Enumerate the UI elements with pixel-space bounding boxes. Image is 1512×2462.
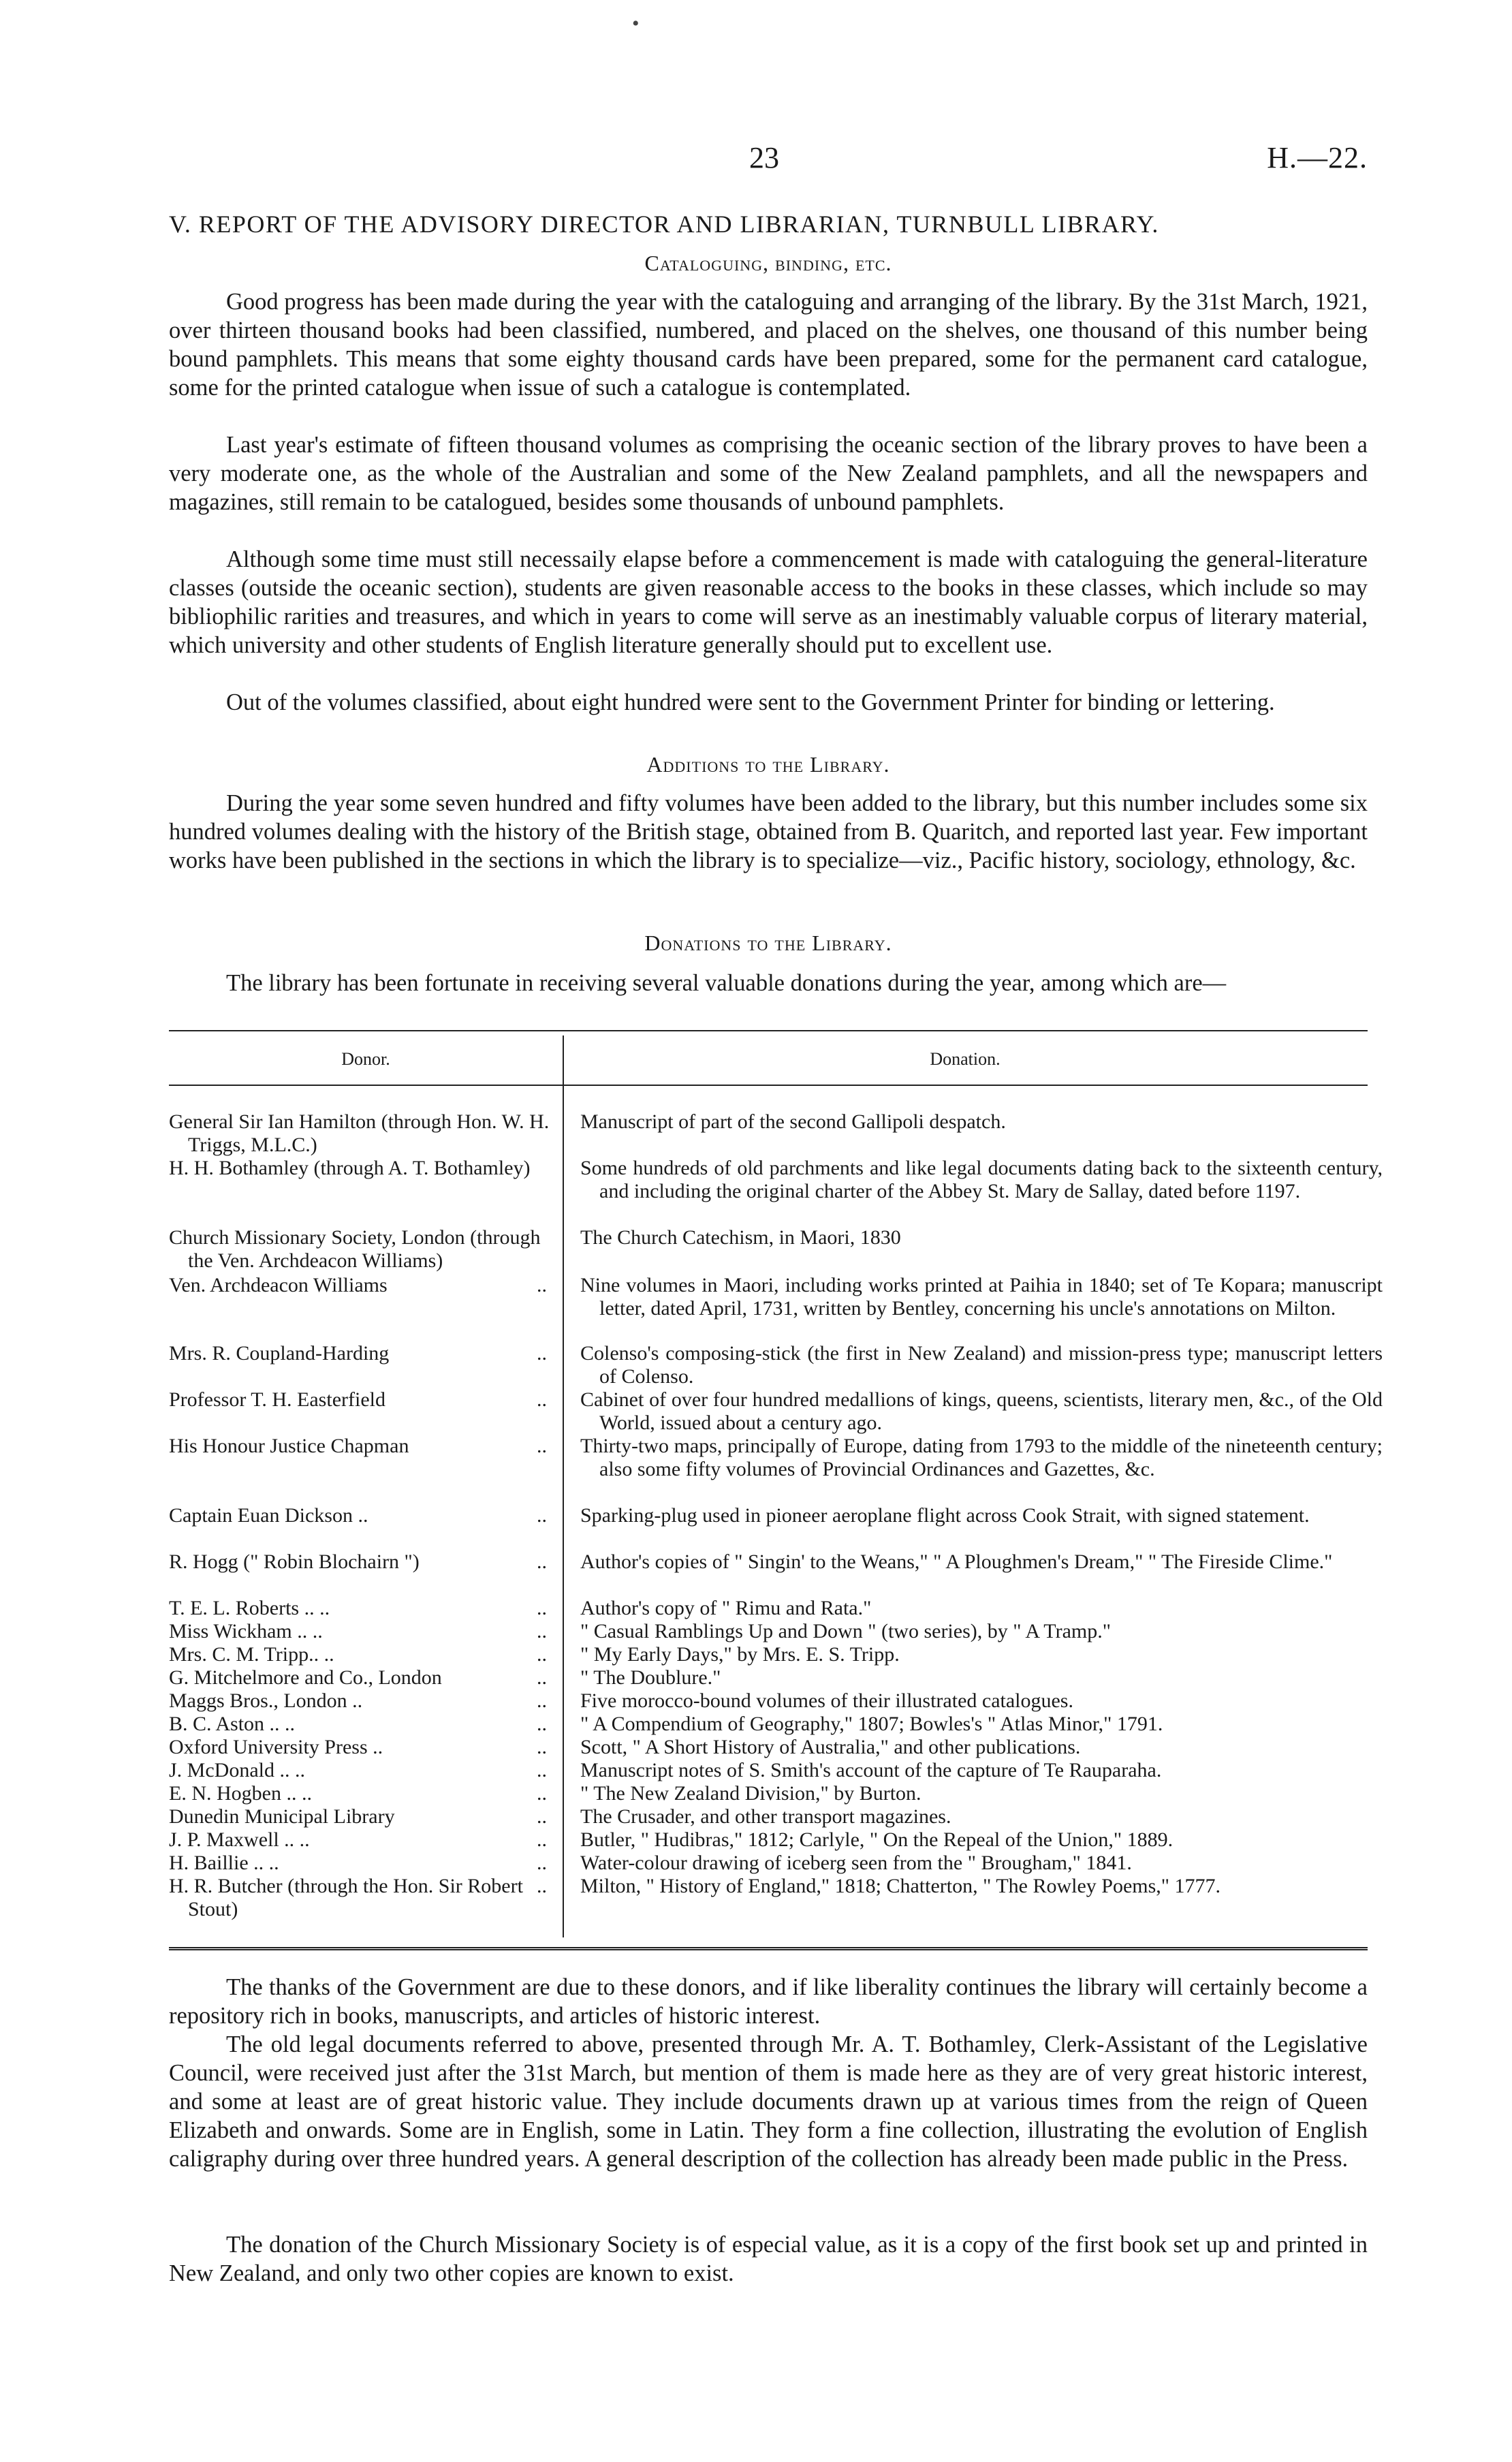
donor-cell: Professor T. H. Easterfield — [169, 1388, 385, 1411]
leader-dots: .. — [537, 1597, 547, 1619]
leader-dots: .. — [537, 1828, 547, 1851]
leader-dots: .. — [537, 1504, 547, 1527]
donation-cell: Cabinet of over four hundred medallions of kings, queens, scientists, literary men, &c., of the Old World, issued about a century ago. — [580, 1388, 1383, 1434]
document-reference: H.—22. — [1267, 141, 1368, 174]
leader-dots: .. — [537, 1435, 547, 1457]
paragraph-legal-documents: The old legal documents referred to above, presented through Mr. A. T. Bothamley, Clerk-Assistant of the Legislative Council, were received just after the 31st March, but mention of them is made here as they are of very great historic interest, and some at least are of great historic value. They include documents drawn up at various times from the reign of Queen Elizabeth and onwards. Some are in English, some in Latin. They form a fine collection, illustrating the evolution of English caligraphy during over three hundred years. A general description of the collection has already been made public in the Press. — [169, 2031, 1368, 2172]
donation-cell: Water-colour drawing of iceberg seen from the " Brougham," 1841. — [580, 1852, 1132, 1874]
donor-cell: B. C. Aston .. .. — [169, 1713, 296, 1735]
donation-cell: Five morocco-bound volumes of their illustrated catalogues. — [580, 1689, 1073, 1712]
donor-cell: J. P. Maxwell .. .. — [169, 1828, 310, 1851]
donor-cell: R. Hogg (" Robin Blochairn ") — [169, 1551, 420, 1573]
section-heading-cataloguing: Cataloguing, binding, etc. — [644, 251, 892, 275]
donation-cell: The Church Catechism, in Maori, 1830 — [580, 1226, 901, 1249]
donation-cell: " Casual Ramblings Up and Down " (two series), by " A Tramp." — [580, 1620, 1111, 1642]
page-number: 23 — [749, 141, 779, 174]
donor-cell: T. E. L. Roberts .. .. — [169, 1597, 330, 1619]
leader-dots: .. — [537, 1782, 547, 1805]
table-header-donor: Donor. — [341, 1049, 390, 1069]
donation-cell: Scott, " A Short History of Australia," and other publications. — [580, 1736, 1081, 1758]
leader-dots: .. — [537, 1551, 547, 1573]
section-heading-additions: Additions to the Library. — [646, 752, 890, 777]
donation-cell: Sparking-plug used in pioneer aeroplane flight across Cook Strait, with signed statement. — [580, 1504, 1310, 1527]
section-heading-donations: Donations to the Library. — [644, 931, 892, 955]
donation-cell: Author's copies of " Singin' to the Weans," " A Ploughmen's Dream," " The Fireside Clime." — [580, 1551, 1333, 1573]
donor-cell: Oxford University Press .. — [169, 1736, 383, 1758]
donation-cell: Butler, " Hudibras," 1812; Carlyle, " On the Repeal of the Union," 1889. — [580, 1828, 1174, 1851]
report-title: V. REPORT OF THE ADVISORY DIRECTOR AND LIBRARIAN, TURNBULL LIBRARY. — [169, 211, 1159, 238]
donor-cell: Miss Wickham .. .. — [169, 1620, 323, 1642]
leader-dots: .. — [537, 1620, 547, 1642]
donation-cell: " My Early Days," by Mrs. E. S. Tripp. — [580, 1643, 900, 1666]
leader-dots: .. — [537, 1689, 547, 1712]
print-speck: • — [632, 12, 640, 35]
donation-cell: Nine volumes in Maori, including works printed at Paihia in 1840; set of Te Kopara; manuscript letter, dated April, 1731, written by Bentley, concerning his uncle's annotations on Milton. — [580, 1274, 1383, 1320]
table-header-rule — [169, 1085, 1368, 1086]
donor-cell: General Sir Ian Hamilton (through Hon. W. H. Triggs, M.L.C.) — [169, 1110, 550, 1156]
donation-cell: Author's copy of " Rimu and Rata." — [580, 1597, 872, 1619]
donor-cell: H. R. Butcher (through the Hon. Sir Robert Stout) — [169, 1875, 523, 1920]
leader-dots: .. — [537, 1643, 547, 1666]
leader-dots: .. — [537, 1852, 547, 1874]
paragraph-oceanic-estimate: Last year's estimate of fifteen thousand volumes as comprising the oceanic section of the library proves to have been a very moderate one, as the whole of the Australian and some of the New Zealand pamphlets, and all the newspapers and magazines, still remain to be catalogued, besides some thousands of unbound pamphlets. — [169, 432, 1368, 515]
donation-cell: Colenso's composing-stick (the first in New Zealand) and mission-press type; manuscript letters of Colenso. — [580, 1342, 1383, 1388]
table-header-donation: Donation. — [930, 1049, 1001, 1069]
leader-dots: .. — [537, 1805, 547, 1828]
donor-cell: G. Mitchelmore and Co., London — [169, 1666, 442, 1689]
leader-dots: .. — [537, 1274, 547, 1296]
donation-cell: Thirty-two maps, principally of Europe, dating from 1793 to the middle of the nineteenth century; also some fifty volumes of Provincial Ordinances and Gazettes, &c. — [580, 1435, 1383, 1480]
donor-cell: E. N. Hogben .. .. — [169, 1782, 312, 1805]
donation-cell: " A Compendium of Geography," 1807; Bowles's " Atlas Minor," 1791. — [580, 1713, 1163, 1735]
donor-cell: Captain Euan Dickson .. — [169, 1504, 368, 1527]
table-bottom-rule — [169, 1947, 1368, 1950]
donation-cell: Milton, " History of England," 1818; Chatterton, " The Rowley Poems," 1777. — [580, 1875, 1221, 1897]
leader-dots: .. — [537, 1713, 547, 1735]
donor-cell: H. Baillie .. .. — [169, 1852, 279, 1874]
donation-cell: Manuscript of part of the second Gallipoli despatch. — [580, 1110, 1006, 1133]
paragraph-thanks: The thanks of the Government are due to these donors, and if like liberality continues the library will certainly become a repository rich in books, manuscripts, and articles of historic interest. — [169, 1974, 1368, 2029]
donation-cell: " The New Zealand Division," by Burton. — [580, 1782, 922, 1805]
paragraph-church-missionary: The donation of the Church Missionary Society is of especial value, as it is a copy of the first book set up and printed in New Zealand, and only two other copies are known to exist. — [169, 2232, 1368, 2286]
donor-cell: Maggs Bros., London .. — [169, 1689, 363, 1712]
paragraph-additions: During the year some seven hundred and fifty volumes have been added to the library, but this number includes some six hundred volumes dealing with the history of the British stage, obtained from B. Quaritch, and reported last year. Few important works have been published in the sections in which the library is to specialize—viz., Pacific history, sociology, ethnology, &c. — [169, 790, 1368, 873]
leader-dots: .. — [537, 1666, 547, 1689]
donor-cell: Mrs. C. M. Tripp.. .. — [169, 1643, 334, 1666]
donor-cell: His Honour Justice Chapman — [169, 1435, 409, 1457]
paragraph-general-literature: Although some time must still necessaily elapse before a commencement is made with cataloguing the general-literature classes (outside the oceanic section), students are given reasonable access to the books in these classes, which include so may bibliophilic rarities and treasures, and which in years to come will serve as an inestimably valuable corpus of literary material, which university and other students of English literature generally should put to excellent use. — [169, 546, 1368, 658]
leader-dots: .. — [537, 1388, 547, 1411]
donor-cell: Ven. Archdeacon Williams — [169, 1274, 388, 1296]
table-top-rule — [169, 1030, 1368, 1031]
leader-dots: .. — [537, 1342, 547, 1365]
leader-dots: .. — [537, 1875, 547, 1897]
donation-cell: Some hundreds of old parchments and like legal documents dating back to the sixteenth century, and including the original charter of the Abbey St. Mary de Sallay, dated before 1197. — [580, 1157, 1383, 1202]
donation-cell: " The Doublure." — [580, 1666, 721, 1689]
leader-dots: .. — [537, 1759, 547, 1781]
donor-cell: H. H. Bothamley (through A. T. Bothamley) — [169, 1157, 531, 1179]
donor-cell: Dunedin Municipal Library — [169, 1805, 395, 1828]
donor-cell: Mrs. R. Coupland-Harding — [169, 1342, 390, 1365]
donor-cell: Church Missionary Society, London (through the Ven. Archdeacon Williams) — [169, 1226, 541, 1272]
donation-cell: The Crusader, and other transport magazines. — [580, 1805, 951, 1828]
paragraph-donations-intro: The library has been fortunate in receiving several valuable donations during the year, among which are— — [226, 970, 1227, 996]
paragraph-cataloguing-progress: Good progress has been made during the year with the cataloguing and arranging of the library. By the 31st March, 1921, over thirteen thousand books had been classified, numbered, and placed on the shelves, one thousand of this number being bound pamphlets. This means that some eighty thousand cards have been prepared, some for the permanent card catalogue, some for the printed catalogue when issue of such a catalogue is contemplated. — [169, 289, 1368, 401]
leader-dots: .. — [537, 1736, 547, 1758]
donation-cell: Manuscript notes of S. Smith's account of the capture of Te Rauparaha. — [580, 1759, 1162, 1781]
paragraph-binding: Out of the volumes classified, about eight hundred were sent to the Government Printer for binding or lettering. — [226, 689, 1275, 715]
donor-cell: J. McDonald .. .. — [169, 1759, 305, 1781]
